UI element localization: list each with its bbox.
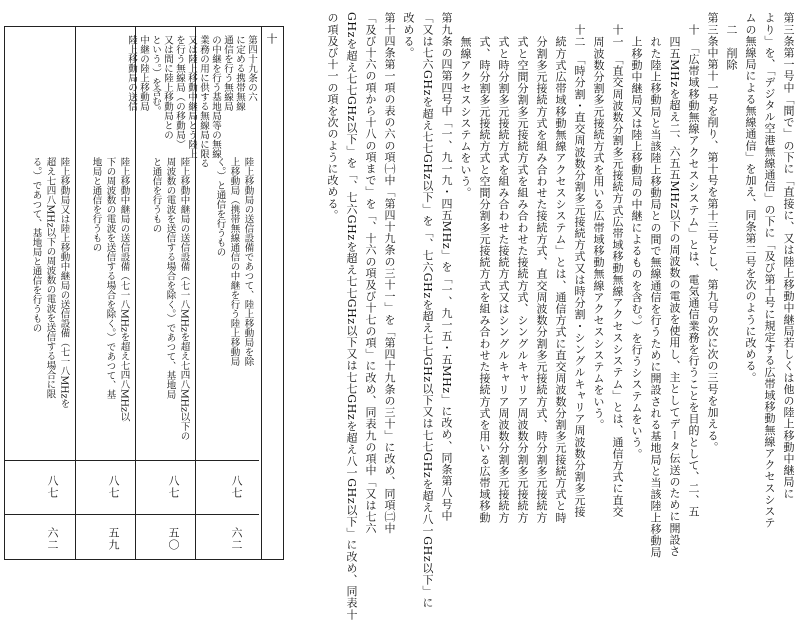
body-line: れた陸上移動局と当該陸上移動局との間で無線通信を行うために開設される基地局と当該陸上移動局 xyxy=(649,36,662,558)
body-line: 四五MHzを超え二、六五五MHz以下の周波数の電波を使用し、主としてデータ伝送のために開設さ xyxy=(668,36,681,557)
header-line: 中継の陸上移動局 xyxy=(138,35,149,111)
body-line: 十二 「時分割・直交周波数分割多元接続方式又は時分割・シングルキャリア周波数分割多元接 xyxy=(573,24,586,518)
column-divider xyxy=(261,27,262,559)
row-description-line: る。）であつて、基地局と通信を行うもの xyxy=(30,157,42,333)
body-line: 「又は七六GHzを超え七七GHz以下」を「、七六GHzを超え七七GHz以下又は七七GHzを超え八一GHz以下」に xyxy=(421,12,434,609)
body-line: 続方式広帯域移動無線アクセスシステム」とは、通信方式に直交周波数分割多元接続方式と時 xyxy=(554,36,567,524)
header-line: 業務の用に供する無線局に限る xyxy=(198,35,209,168)
row-description-line: 周波数の電波を送信する場合を除く。）であつて、基地局 xyxy=(164,157,176,400)
row-description-line: 上移動局（携帯無線通信の中継を行う陸上移動局 xyxy=(228,157,240,366)
header-line: の中継を行う基地局等の無線 xyxy=(210,35,221,159)
header-line: 陸上移動局の送信 xyxy=(126,35,137,111)
frequency-table xyxy=(4,26,284,560)
row-description-line: 超え七四八MHz以下の周波数の電波を送信する場合に限 xyxy=(44,157,56,399)
header-line: に定める携帯無線 xyxy=(234,35,245,111)
body-line: 分割多元接続方式を組み合わせた接続方式、直交周波数分割多元接続方式、時分割多元接続方 xyxy=(535,36,548,524)
row-description-line: 陸上移動中継局の送信設備（七一八MHzを超え七四八MHz以下の xyxy=(178,157,190,441)
row-description-line: 地局と通信を行うもの xyxy=(90,157,102,252)
body-line: 第三条中第十一号を削り、第十号を第十三号とし、第九号の次に次の三号を加える。 xyxy=(706,12,719,453)
row-description-line: 陸上移動局の送信設備であつて、陸上移動局を除 xyxy=(242,157,254,366)
body-line: 第十四条第一項の表の六の項㈠中「第四十九条の三十一」を「第四十九条の三十」に改め、同項㈡中 xyxy=(383,12,396,534)
body-line: GHzを超え七七GHz以下」を「、七六GHzを超え七七GHz以下又は七七GHzを超え八一GHz以下」に改め、同表十 xyxy=(345,12,358,620)
row-value-2: 六二 xyxy=(46,527,59,551)
body-line: 第九条の四第四号中「一、九一九・四五MHz」を「一、九一五・五MHz」に改め、同条第八号中 xyxy=(440,12,453,522)
header-line: という。）を含む。 xyxy=(150,35,161,116)
body-line: 第三条第一号中「間で」の下に「直接に、又は陸上移動中継局若しくは他の陸上移動中継局に xyxy=(782,12,795,500)
row-description-line: く。）と通信を行うもの xyxy=(214,157,226,257)
row-value-2: 五九 xyxy=(107,527,120,551)
column-divider xyxy=(75,27,76,559)
row-value-1: 八七 xyxy=(46,475,59,499)
body-line: 二 削除 xyxy=(725,24,738,71)
body-line: 無線アクセスシステムをいう。 xyxy=(459,36,472,199)
row-description-line: 陸上移動局又は陸上移動中継局の送信設備（七一八MHzを xyxy=(58,157,70,409)
row-divider xyxy=(5,460,259,461)
header-line: 又は陸上移動中継局とう陸上 xyxy=(186,35,197,159)
body-line: 周波数分割多元接続方式を用いる広帯域移動無線アクセスシステムをいう。 xyxy=(592,36,605,431)
body-line: 式と時分割多元接続方式を組み合わせた接続方式又はシングルキャリア周波数分割多元接続方 xyxy=(497,36,510,524)
header-line: 第四十九条の六 xyxy=(246,35,257,102)
body-line: 式、時分割多元接続方式と空間分割多元接続方式を組み合わせた接続方式を用いる広帯域移動 xyxy=(478,36,491,524)
row-description-line: 下の周波数の電波を送信する場合を除く。）であつて、基 xyxy=(104,157,116,400)
body-line: 十一 「直交周波数分割多元接続方式広帯域移動無線アクセスシステム」とは、通信方式に直交 xyxy=(611,24,624,518)
row-value-1: 八七 xyxy=(230,475,243,499)
row-value-1: 八七 xyxy=(167,475,180,499)
header-line: 又は間に陸上移動局との xyxy=(162,35,173,140)
header-line: を行う無線局（の移動局） xyxy=(174,35,185,149)
table-row-number: 十 xyxy=(265,33,278,45)
row-divider xyxy=(5,514,259,515)
row-value-1: 八七 xyxy=(107,475,120,499)
header-line: 通信を行う無線局 xyxy=(222,35,233,111)
body-line: より」を、「デジタル空港無線通信」の下に「及び第十号に規定する広帯域移動無線アクセスシステ xyxy=(763,12,776,529)
body-line: 上移動中継局又は陸上移動局の中継によるものを含む。）を行うシステムをいう。 xyxy=(630,36,643,460)
row-description-line: と通信を行うもの xyxy=(150,157,162,233)
body-line: 「及び十六の項から十八の項まで」を「、十六の項及び十七の項」に改め、同表九の項中「又は七六 xyxy=(364,12,377,534)
row-description-line: 陸上移動中継局の送信設備（七一八MHzを超え七四八MHz以 xyxy=(118,157,130,422)
row-value-2: 六二 xyxy=(230,527,243,551)
body-line: ムの無線局による無線通信」を加え、同条第二号を次のように改める。 xyxy=(744,12,757,384)
body-line: 改める。 xyxy=(402,12,415,59)
body-line: 式と空間分割多元接続方式を組み合わせた接続方式、シングルキャリア周波数分割多元接続方 xyxy=(516,36,529,524)
body-line: の項及び十一の項を次のように改める。 xyxy=(326,12,339,221)
body-line: 十 「広帯域移動無線アクセスシステム」とは、電気通信業務を行うことを目的として、二、五 xyxy=(687,24,700,518)
row-value-2: 五〇 xyxy=(167,527,180,551)
